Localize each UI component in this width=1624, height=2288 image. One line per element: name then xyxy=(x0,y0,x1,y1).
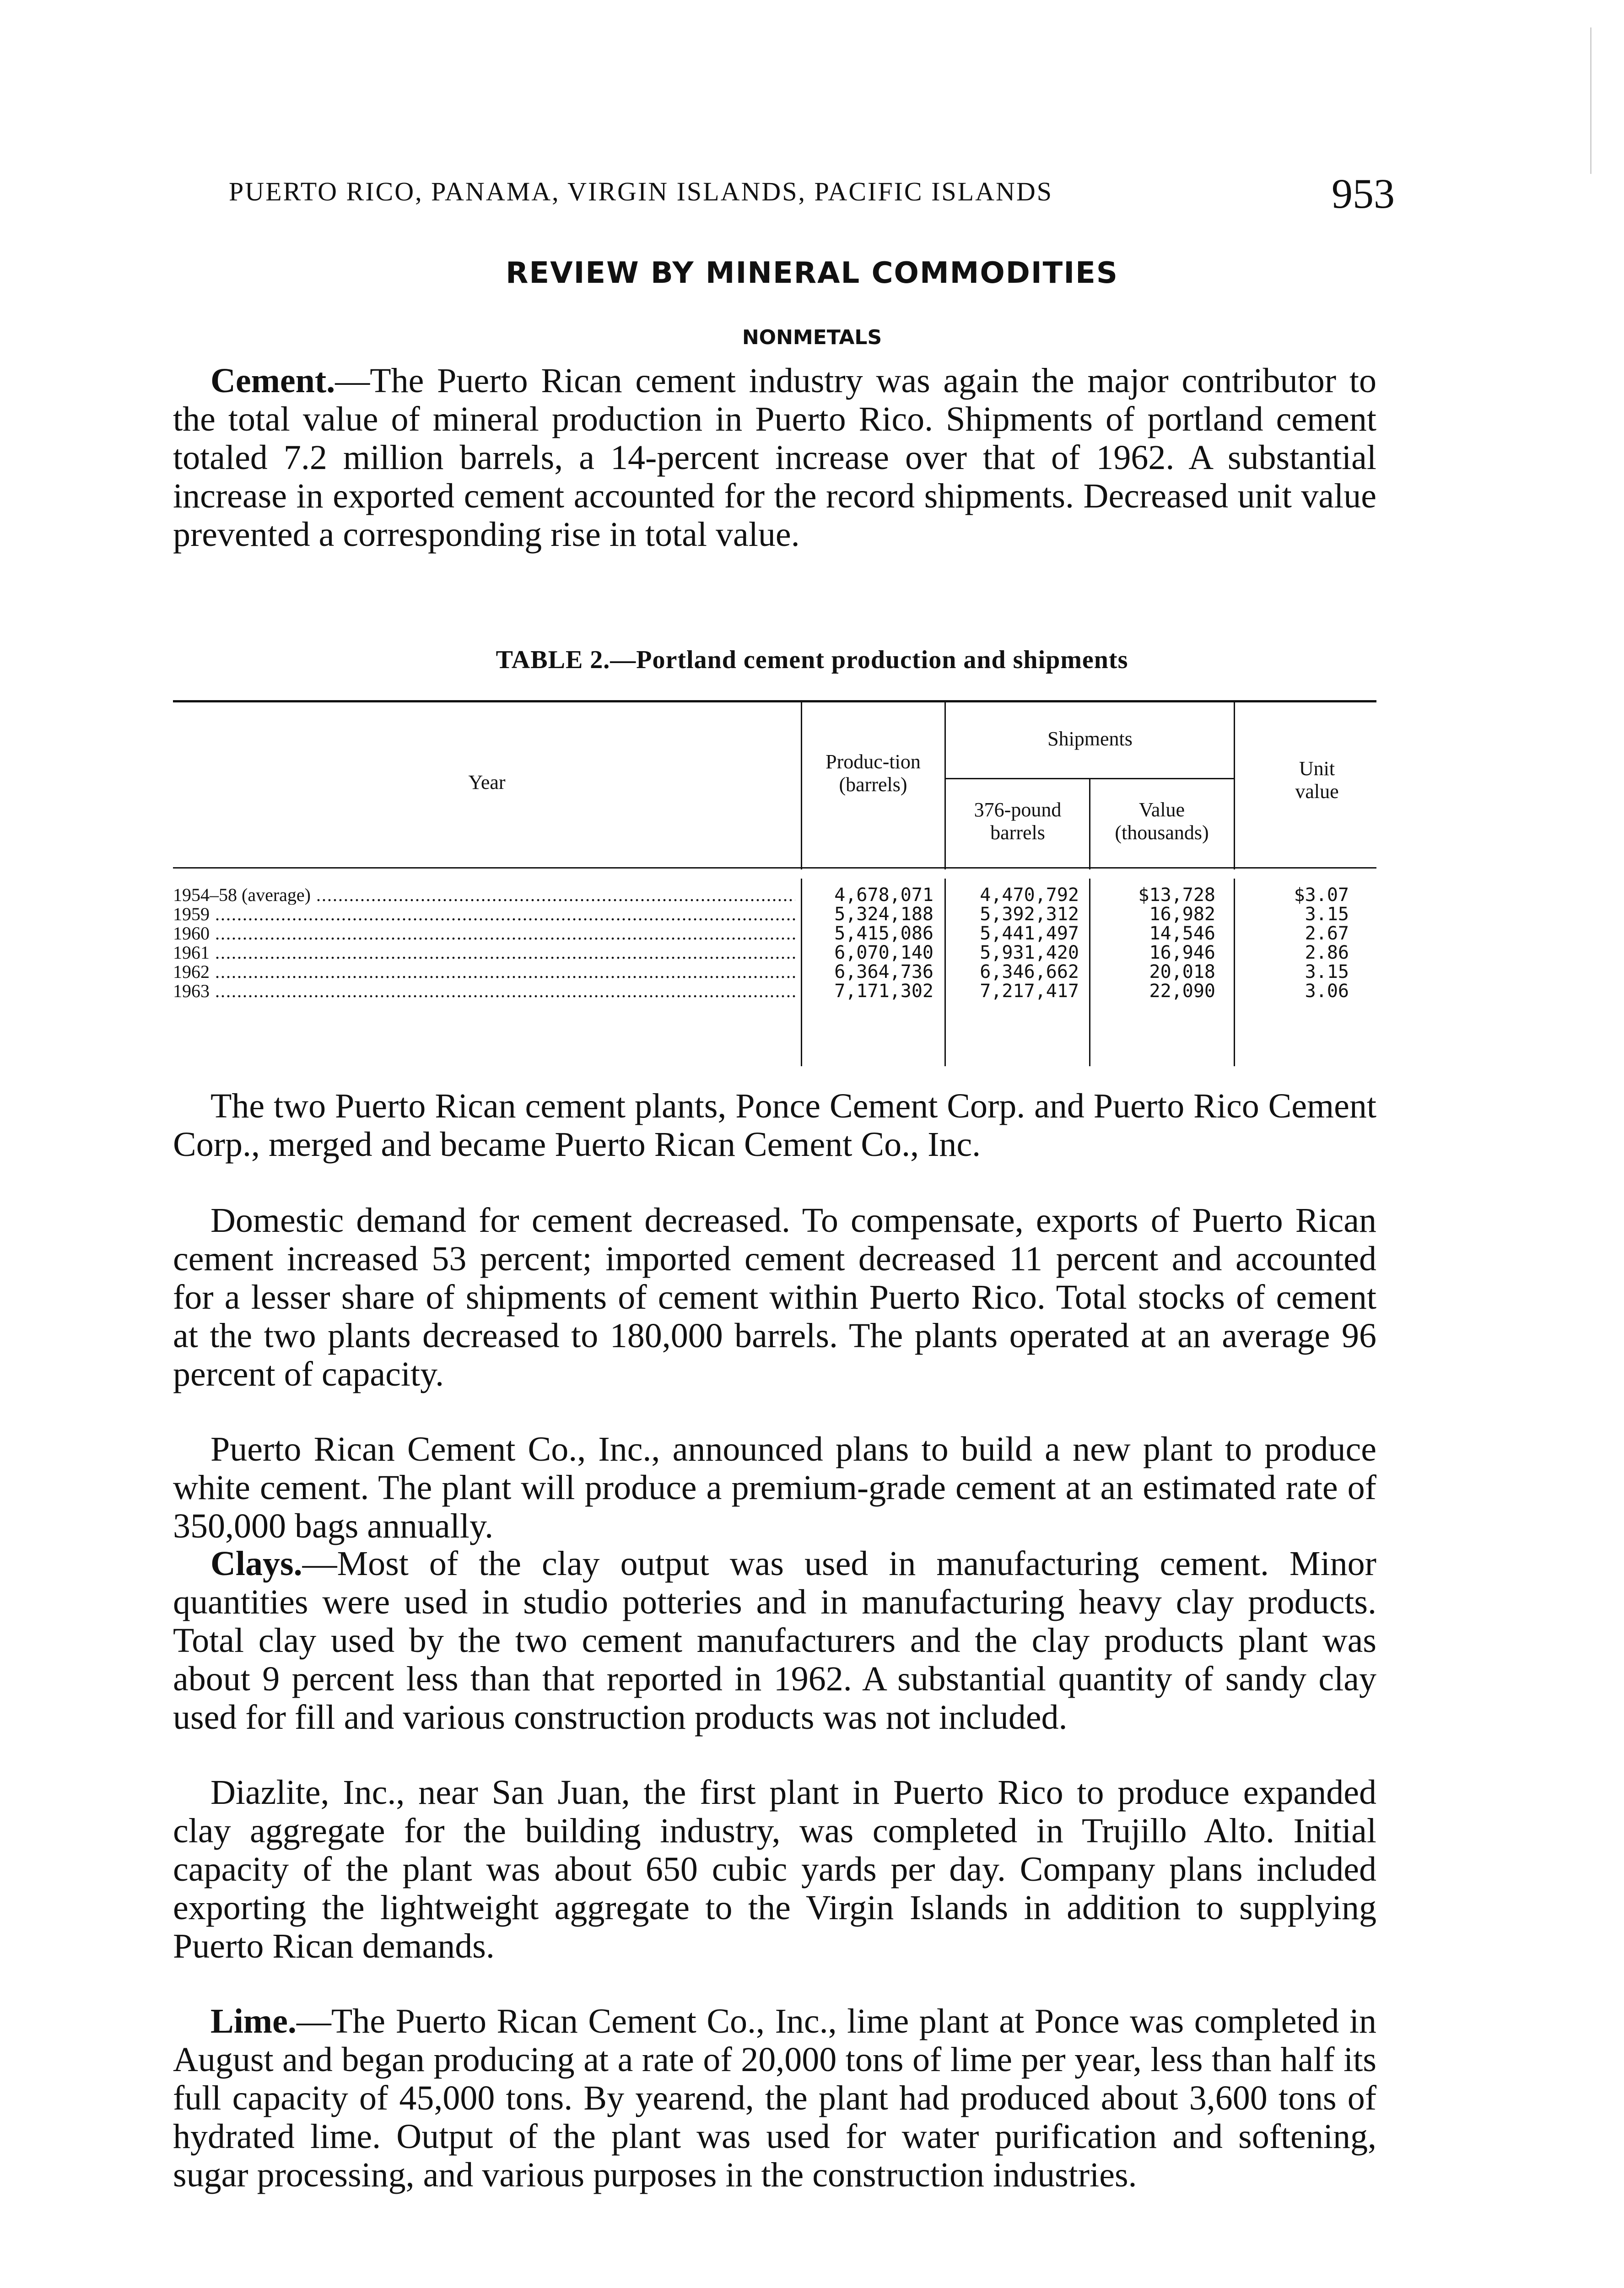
paragraph-text: —Most of the clay output was used in manufacturing cement. Minor quantities were used in studio potteries and in manufacturing heavy clay products. Total clay used by the two cement manufacturers and the clay products plant was about 9 percent less than that reported in 1962. A substantial quantity of sandy clay used for fill and various construction products was not included. xyxy=(173,1544,1376,1737)
row-year: 1959 ..... xyxy=(173,905,795,924)
paragraph-cement xyxy=(173,362,1376,554)
scan-margin-mark xyxy=(1590,27,1592,174)
row-production: 6,364,736 xyxy=(834,961,933,982)
running-header: PUERTO RICO, PANAMA, VIRGIN ISLANDS, PACIFIC ISLANDS xyxy=(229,177,1053,206)
header-value: Value (thousands) xyxy=(1115,799,1209,844)
paragraph-merger xyxy=(173,1087,1376,1164)
row-value: 16,982 xyxy=(1149,904,1215,925)
row-production: 5,415,086 xyxy=(834,923,933,944)
header-unit-value: Unit value xyxy=(1295,757,1339,803)
paragraph-text: —The Puerto Rican Cement Co., Inc., lime plant at Ponce was completed in August and began producing at a rate of 20,000 tons of lime per year, less than half its full capacity of 45,000 tons. By yearend, the plant had produced about 3,600 tons of hydrated lime. Output of the plant was used for water purification and softening, sugar processing, and various purposes in the construction industries. xyxy=(173,2002,1376,2194)
table-title: TABLE 2.—Portland cement production and shipments xyxy=(496,646,1128,674)
paragraph-text: Diazlite, Inc., near San Juan, the first plant in Puerto Rico to produce expanded clay aggregate for the building industry, was completed in Trujillo Alto. Initial capacity of the plant was about 650 cubic yards per day. Company plans included exporting the lightweight aggregate to the Virgin Islands in addition to supplying Puerto Rican demands. xyxy=(173,1773,1376,1965)
row-year: 1961 ..... xyxy=(173,943,795,962)
portland-cement-table xyxy=(173,700,1376,1066)
paragraph-text: Puerto Rican Cement Co., Inc., announced plans to build a new plant to produce white cement. The plant will produce a premium-grade cement at an estimated rate of 350,000 bags annually. xyxy=(173,1430,1376,1545)
paragraph-lead: Clays. xyxy=(210,1544,302,1583)
row-year: 1963 ..... xyxy=(173,982,795,1001)
column-divider xyxy=(801,700,802,869)
row-year: 1962 ..... xyxy=(173,962,795,982)
row-value: $13,728 xyxy=(1138,885,1215,906)
header-production: Produc-tion (barrels) xyxy=(825,750,921,796)
paragraph-lead: Lime. xyxy=(210,2002,297,2040)
column-divider xyxy=(1234,879,1235,1066)
column-divider xyxy=(1089,879,1090,1066)
paragraph-text: —The Puerto Rican cement industry was again the major contributor to the total value of mineral production in Puerto Rico. Shipments of portland cement totaled 7.2 million barrels, a 14-percent increase over that of 1962. A substantial increase in exported cement accounted for the record shipments. Decreased unit value prevented a corresponding rise in total value. xyxy=(173,362,1376,554)
column-divider xyxy=(944,700,946,869)
row-production: 7,171,302 xyxy=(834,981,933,1002)
page-number: 953 xyxy=(1332,170,1395,217)
header-shipments: Shipments xyxy=(1047,728,1133,750)
row-production: 4,678,071 xyxy=(834,885,933,906)
row-barrels: 5,931,420 xyxy=(980,942,1079,963)
row-unit-value: 2.67 xyxy=(1305,923,1349,944)
paragraph-diazlite xyxy=(173,1773,1376,1965)
row-barrels: 5,441,497 xyxy=(980,923,1079,944)
subsection-title: NONMETALS xyxy=(742,326,882,349)
row-value: 14,546 xyxy=(1149,923,1215,944)
row-value: 16,946 xyxy=(1149,942,1215,963)
row-value: 20,018 xyxy=(1149,961,1215,982)
header-barrels: 376-pound barrels xyxy=(974,799,1062,844)
table-header-rule xyxy=(173,867,1376,869)
row-year: 1960 ..... xyxy=(173,924,795,943)
paragraph-text: The two Puerto Rican cement plants, Ponce Cement Corp. and Puerto Rico Cement Corp., merged and became Puerto Rican Cement Co., Inc. xyxy=(173,1087,1376,1164)
row-production: 5,324,188 xyxy=(834,904,933,925)
row-barrels: 4,470,792 xyxy=(980,885,1079,906)
column-divider xyxy=(944,879,946,1066)
paragraph-text: Domestic demand for cement decreased. To compensate, exports of Puerto Rican cement increased 53 percent; imported cement decreased 11 percent and accounted for a lesser share of shipments of cement within Puerto Rico. Total stocks of cement at the two plants decreased to 180,000 barrels. The plants operated at an average 96 percent of capacity. xyxy=(173,1201,1376,1393)
column-divider xyxy=(1234,700,1235,869)
row-barrels: 5,392,312 xyxy=(980,904,1079,925)
paragraph-white-cement xyxy=(173,1430,1376,1545)
row-unit-value: $3.07 xyxy=(1294,885,1349,906)
paragraph-clays xyxy=(173,1544,1376,1737)
section-title: REVIEW BY MINERAL COMMODITIES xyxy=(506,256,1118,290)
row-barrels: 7,217,417 xyxy=(980,981,1079,1002)
table-top-rule xyxy=(173,700,1376,702)
header-year: Year xyxy=(468,771,506,793)
row-year: 1954–58 (average) ..... xyxy=(173,885,795,905)
row-unit-value: 3.06 xyxy=(1305,981,1349,1002)
paragraph-lead: Cement. xyxy=(210,362,335,400)
shipments-spanner-rule xyxy=(944,778,1234,779)
column-divider xyxy=(801,879,802,1066)
paragraph-demand xyxy=(173,1201,1376,1393)
paragraph-lime xyxy=(173,2002,1376,2194)
row-value: 22,090 xyxy=(1149,981,1215,1002)
row-unit-value: 3.15 xyxy=(1305,904,1349,925)
row-unit-value: 3.15 xyxy=(1305,961,1349,982)
row-barrels: 6,346,662 xyxy=(980,961,1079,982)
row-production: 6,070,140 xyxy=(834,942,933,963)
row-unit-value: 2.86 xyxy=(1305,942,1349,963)
